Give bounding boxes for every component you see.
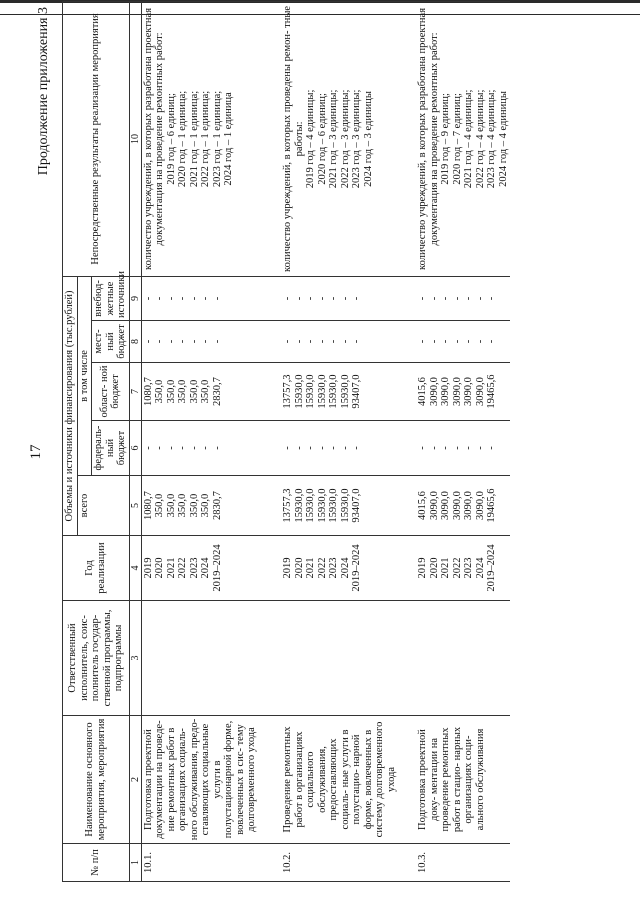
row-regional: 1080,7 350,0 350,0 350,0 350,0 350,0 2830,7 <box>141 363 276 421</box>
col-number: 8 <box>129 321 141 363</box>
row-local: - - - - - - - <box>411 321 510 363</box>
results-list: 2019 год – 6 единиц; 2020 год – 1 единица; 2021 год – 1 единица; 2022 год – 1 единица; 2023 год – 1 единица; 2024 год – 1 единица <box>165 90 234 188</box>
row-offbudget: - - - - - - - <box>411 276 510 320</box>
table-row <box>141 1 276 881</box>
row-total: 1080,7 350,0 350,0 350,0 350,0 350,0 2830,7 <box>141 476 276 536</box>
header-local: мест- ный бюджет <box>92 321 130 363</box>
header-num: № п/п <box>63 844 130 882</box>
header-incl: в том числе <box>77 276 92 475</box>
header-total: всего <box>77 476 129 536</box>
row-executor <box>276 601 411 716</box>
row-results <box>141 1 276 276</box>
row-num: 10.1. <box>141 844 276 882</box>
header-regional: област- ной бюджет <box>92 363 130 421</box>
row-offbudget: - - - - - - - <box>276 276 411 320</box>
row-offbudget: - - - - - - - <box>141 276 276 320</box>
header-executor: Ответственный исполнитель, соис- полнитель государ- ственной программы, подпрограммы <box>63 601 130 716</box>
row-results <box>411 1 510 276</box>
row-federal: - - - - - - - <box>141 421 276 476</box>
col-number: 10 <box>129 1 141 276</box>
row-years: 2019 2020 2021 2022 2023 2024 2019–2024 <box>141 536 276 601</box>
funding-table <box>62 1 510 882</box>
row-local: - - - - - - - <box>141 321 276 363</box>
rotated-sheet <box>28 2 588 882</box>
row-total: 4015,6 3090,0 3090,0 3090,0 3090,0 3090,0 19465,6 <box>411 476 510 536</box>
header-funding: Объемы и источники финансирования (тыс.рублей) <box>63 276 78 535</box>
row-results <box>276 1 411 276</box>
col-number: 4 <box>129 536 141 601</box>
row-local: - - - - - - - <box>276 321 411 363</box>
col-number: 3 <box>129 601 141 716</box>
row-years: 2019 2020 2021 2022 2023 2024 2019–2024 <box>411 536 510 601</box>
continuation-label: Продолжение приложения 3 <box>36 7 51 176</box>
row-total: 13757,3 15930,0 15930,0 15930,0 15930,0 15930,0 93407,0 <box>276 476 411 536</box>
row-regional: 13757,3 15930,0 15930,0 15930,0 15930,0 15930,0 93407,0 <box>276 363 411 421</box>
col-number: 5 <box>129 476 141 536</box>
row-name: Подготовка проектной доку- ментации на проведение ремонтных работ в стацио- нарных организациях соци- ального обслуживания <box>411 716 510 844</box>
results-list: 2019 год – 9 единиц; 2020 год – 7 единиц; 2021 год – 4 единицы; 2022 год – 4 единицы; 2023 год – 4 единицы; 2024 год – 4 единицы <box>440 89 509 189</box>
row-executor <box>141 601 276 716</box>
col-number: 2 <box>129 716 141 844</box>
row-federal: - - - - - - - <box>276 421 411 476</box>
row-name: Проведение ремонтных работ в организациях социального обслуживания, предоставляющих социаль- ные услуги в полустацио- нарной форме, вовлеченных в систему долговременного ухода <box>276 716 411 844</box>
table-row <box>276 1 411 881</box>
header-federal: федераль- ный бюджет <box>92 421 130 476</box>
header-year: Год реализации <box>63 536 130 601</box>
results-text: количество учреждений, в которых разработана проектная документация на проведение ремонтных работ: <box>142 7 165 270</box>
row-federal: - - - - - - - <box>411 421 510 476</box>
col-number: 6 <box>129 421 141 476</box>
row-regional: 4015,6 3090,0 3090,0 3090,0 3090,0 3090,0 19465,6 <box>411 363 510 421</box>
results-text: количество учреждений, в которых проведены ремон- тные работы: <box>282 5 305 272</box>
results-list: 2019 год – 4 единицы; 2020 год – 6 единиц; 2021 год – 3 единицы; 2022 год – 3 единицы; 2023 год – 3 единицы; 2024 год – 3 единицы <box>305 89 374 189</box>
header-results: Непосредственные результаты реализации мероприятия <box>63 1 130 276</box>
row-name: Подготовка проектной документации на проведе- ние ремонтных работ в организациях социаль- ного обслуживания, предо- ставляющих социальные услуги в полустационарной форме, вовлеченных в сис- тему долговременного ухода <box>141 716 276 844</box>
col-number: 9 <box>129 276 141 320</box>
header-offbudget: внебюд- жетные источники <box>92 276 130 320</box>
results-text: количество учреждений, в которых разработана проектная документация на проведение ремонтных работ: <box>417 7 440 270</box>
row-num: 10.3. <box>411 844 510 882</box>
row-num: 10.2. <box>276 844 411 882</box>
page-number: 17 <box>28 444 44 460</box>
table-row <box>411 1 510 881</box>
header-name: Наименование основного мероприятия, мероприятия <box>63 716 130 844</box>
col-number: 1 <box>129 844 141 882</box>
row-years: 2019 2020 2021 2022 2023 2024 2019–2024 <box>276 536 411 601</box>
col-number: 7 <box>129 363 141 421</box>
row-executor <box>411 601 510 716</box>
